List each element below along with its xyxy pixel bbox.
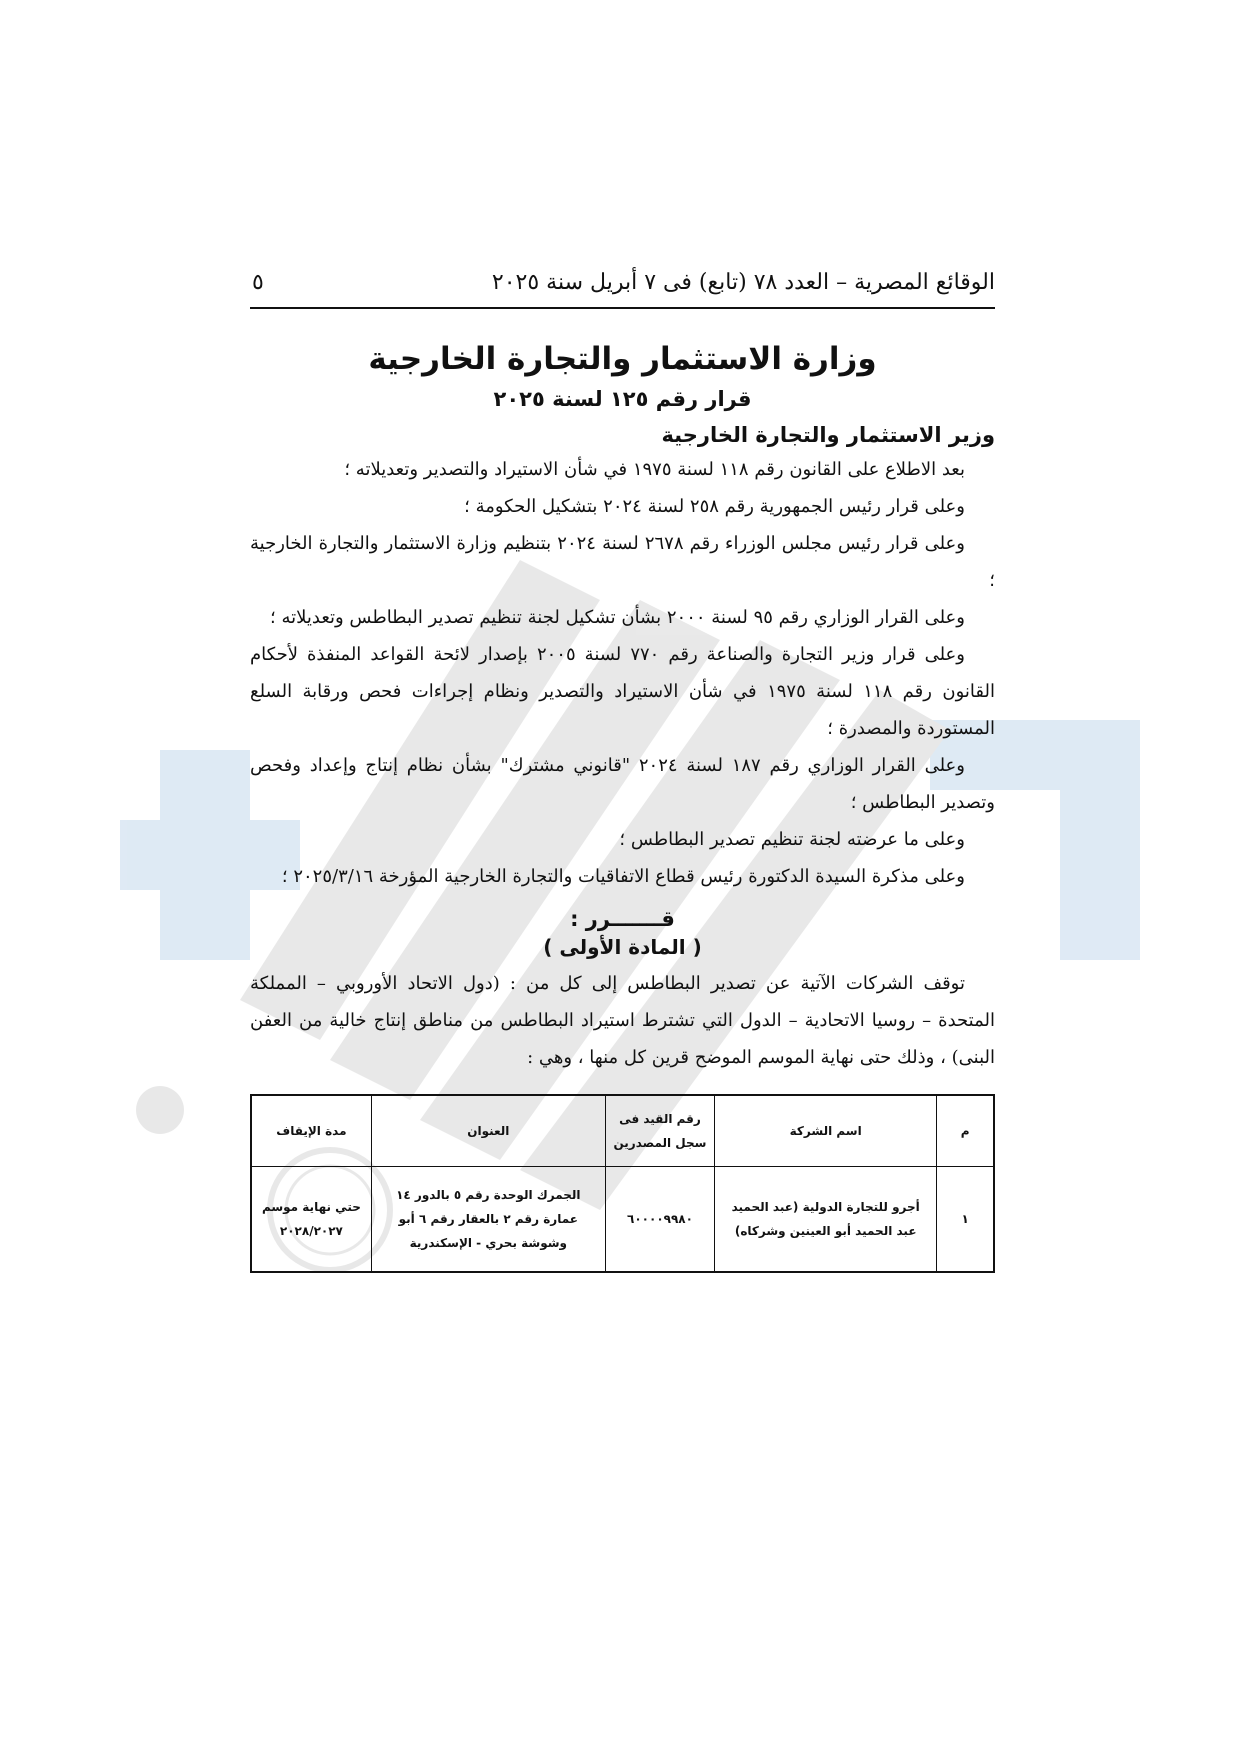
page-number: ٥ bbox=[252, 270, 264, 295]
preamble-paragraph: وعلى القرار الوزاري رقم ١٨٧ لسنة ٢٠٢٤ "قانوني مشترك" بشأن نظام إنتاج وإعداد وفحص وتصدير البطاطس ؛ bbox=[250, 755, 995, 813]
col-header-registry: رقم القيد فى سجل المصدرين bbox=[605, 1095, 714, 1167]
gazette-page bbox=[250, 270, 995, 1273]
article-text: توقف الشركات الآتية عن تصدير البطاطس إلى كل من : (دول الاتحاد الأوروبي – المملكة المتحدة – روسيا الاتحادية – الدول التي تشترط استيراد البطاطس من مناطق إنتاج خالية من العفن البنى) ، وذلك حتى نهاية الموسم الموضح قرين كل منها ، وهي : bbox=[250, 973, 995, 1068]
cell-number: ١ bbox=[937, 1167, 994, 1273]
preamble-paragraph: وعلى قرار رئيس مجلس الوزراء رقم ٢٦٧٨ لسنة ٢٠٢٤ بتنظيم وزارة الاستثمار والتجارة الخارجية ؛ bbox=[250, 533, 995, 591]
preamble-paragraph: وعلى ما عرضته لجنة تنظيم تصدير البطاطس ؛ bbox=[619, 829, 965, 850]
col-header-company: اسم الشركة bbox=[715, 1095, 937, 1167]
table-header-row bbox=[251, 1095, 994, 1167]
preamble-paragraph: وعلى مذكرة السيدة الدكتورة رئيس قطاع الاتفاقيات والتجارة الخارجية المؤرخة ٢٠٢٥/٣/١٦ ؛ bbox=[281, 866, 965, 887]
preamble-paragraph: وعلى قرار وزير التجارة والصناعة رقم ٧٧٠ لسنة ٢٠٠٥ بإصدار لائحة القواعد المنفذة لأحكام القانون رقم ١١٨ لسنة ١٩٧٥ في شأن الاستيراد والتصدير ونظام إجراءات فحص ورقابة السلع المستوردة والمصدرة ؛ bbox=[250, 644, 995, 739]
cell-address: الجمرك الوحدة رقم ٥ بالدور ١٤ عمارة رقم ٢ بالعقار رقم ٦ أبو وشوشة بحري - الإسكندرية bbox=[371, 1167, 605, 1273]
col-header-duration: مدة الإيقاف bbox=[251, 1095, 371, 1167]
preamble-paragraph: بعد الاطلاع على القانون رقم ١١٨ لسنة ١٩٧٥ في شأن الاستيراد والتصدير وتعديلاته ؛ bbox=[344, 459, 965, 480]
table-row bbox=[251, 1167, 994, 1273]
companies-table bbox=[250, 1094, 995, 1273]
minister-title: وزير الاستثمار والتجارة الخارجية bbox=[661, 423, 995, 447]
col-header-address: العنوان bbox=[371, 1095, 605, 1167]
col-header-number: م bbox=[937, 1095, 994, 1167]
decided-heading: قـــــــرر : bbox=[570, 907, 675, 931]
decree-title: قرار رقم ١٢٥ لسنة ٢٠٢٥ bbox=[493, 387, 752, 411]
preamble-paragraph: وعلى القرار الوزاري رقم ٩٥ لسنة ٢٠٠٠ بشأن تشكيل لجنة تنظيم تصدير البطاطس وتعديلاته ؛ bbox=[270, 607, 965, 628]
preamble-paragraph: وعلى قرار رئيس الجمهورية رقم ٢٥٨ لسنة ٢٠٢٤ بتشكيل الحكومة ؛ bbox=[464, 496, 965, 517]
article-title: ( المادة الأولى ) bbox=[543, 935, 702, 959]
page-header bbox=[250, 270, 995, 309]
cell-duration: حتي نهاية موسم ٢٠٢٨/٢٠٢٧ bbox=[251, 1167, 371, 1273]
header-title: الوقائع المصرية – العدد ٧٨ (تابع) فى ٧ أبريل سنة ٢٠٢٥ bbox=[491, 270, 995, 295]
cell-company: أجرو للتجارة الدولية (عبد الحميد عبد الحميد أبو العينين وشركاه) bbox=[715, 1167, 937, 1273]
ministry-title: وزارة الاستثمار والتجارة الخارجية bbox=[368, 341, 877, 377]
cell-registry: ٦٠٠٠٠٩٩٨٠ bbox=[605, 1167, 714, 1273]
